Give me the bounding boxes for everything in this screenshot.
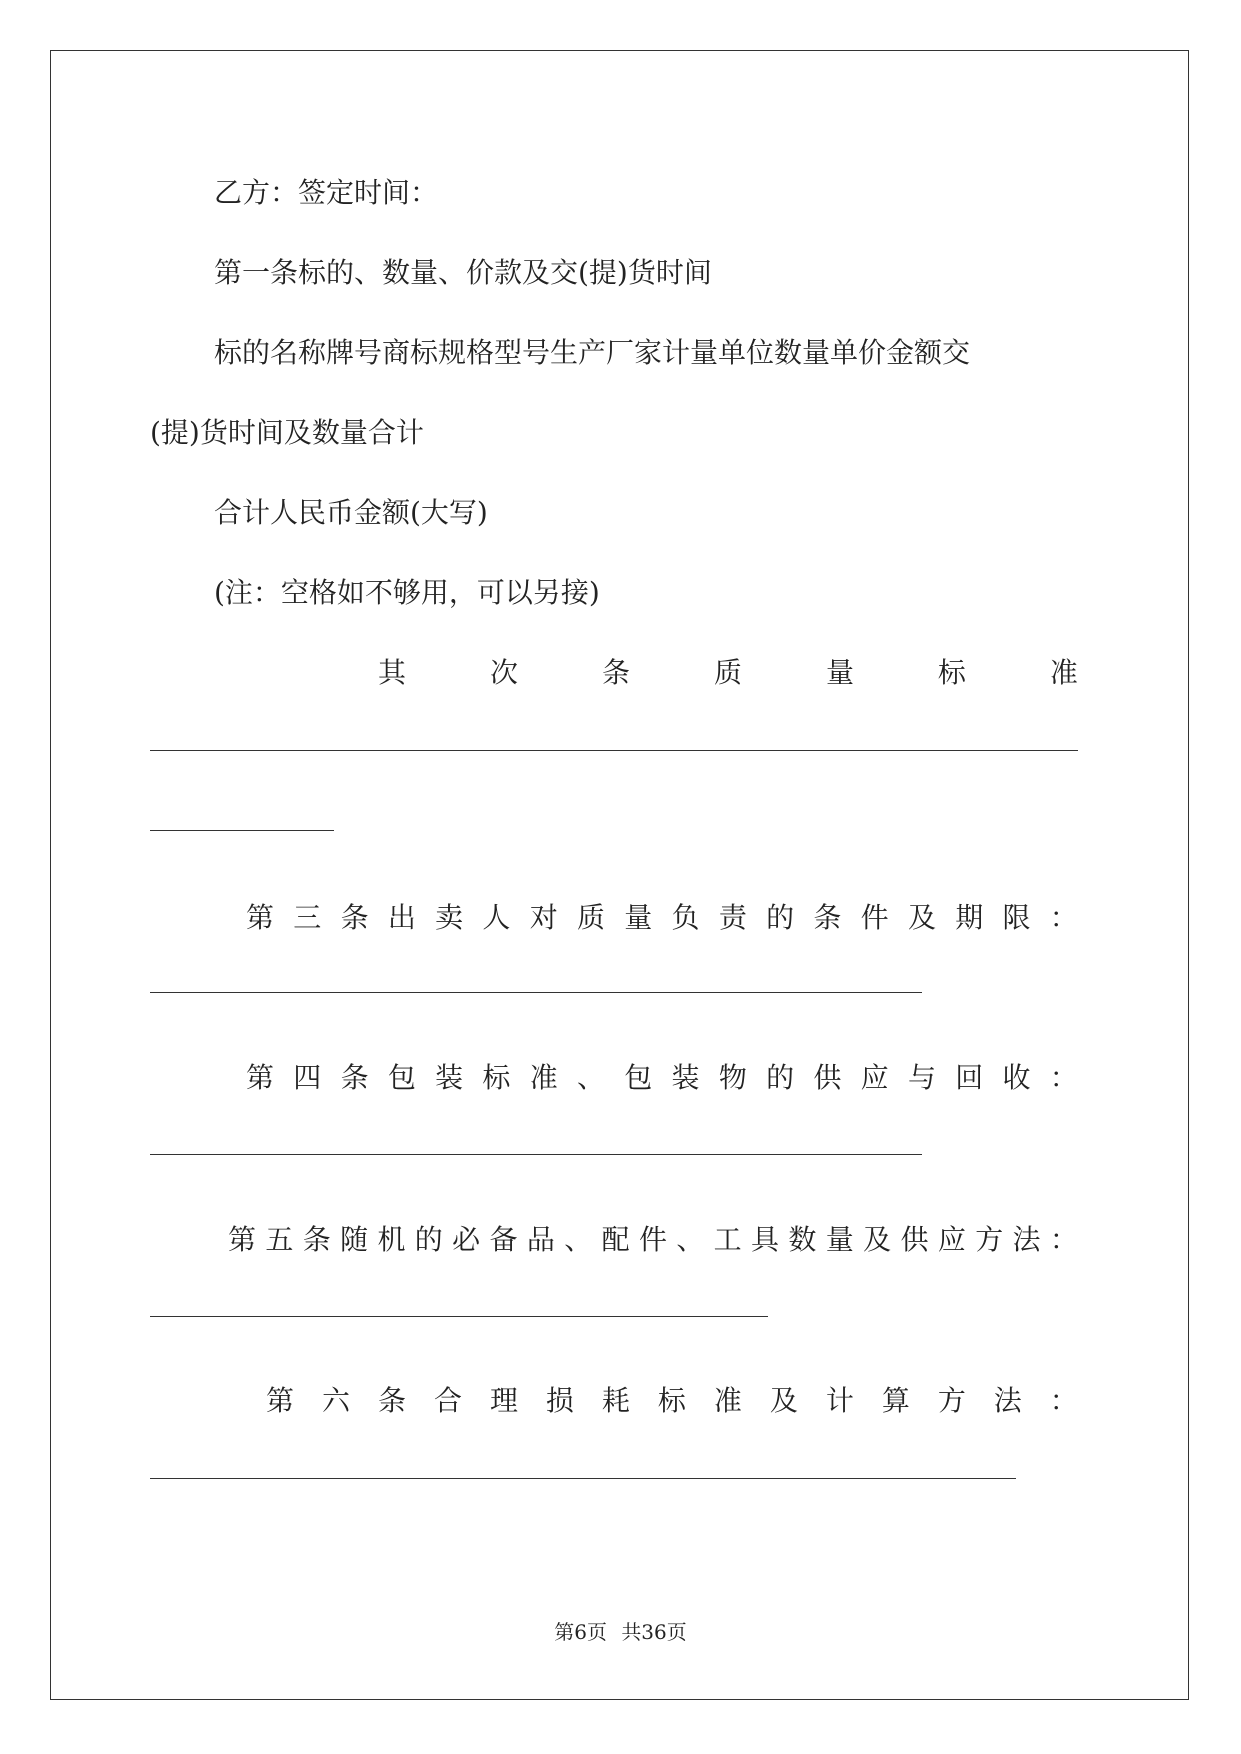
article-4-title [246,1060,1078,1096]
heading-char: 卖 [435,901,464,934]
heading-char: 标 [657,1384,686,1417]
heading-char: 量 [825,656,854,689]
page-footer [0,1620,1241,1644]
heading-char: 随 [340,1223,369,1256]
heading-char: ： [1049,901,1078,934]
heading-char: 人 [482,901,511,934]
heading-char: 收 [1002,1061,1031,1094]
heading-char: ： [1049,1061,1078,1094]
heading-char: 计 [825,1384,854,1417]
heading-char: 与 [907,1061,936,1094]
party-b-line: 乙方：签定时间： [214,176,439,209]
heading-char: 机 [377,1223,406,1256]
heading-char: 品 [526,1223,555,1256]
heading-char: 装 [435,1061,464,1094]
heading-char: 的 [414,1223,443,1256]
heading-char: 对 [529,901,558,934]
heading-char: 期 [955,901,984,934]
article-2-fill-line-2 [150,830,334,831]
heading-char: 次 [489,656,518,689]
heading-char: 其 [378,656,407,689]
heading-char: 回 [955,1061,984,1094]
article-4-fill-line [150,1154,922,1155]
heading-char: 量 [825,1223,854,1256]
article-2-fill-line-1 [150,750,1078,751]
heading-char: 、 [576,1061,605,1094]
heading-char: 责 [718,901,747,934]
heading-char: 件 [638,1223,667,1256]
heading-char: 应 [937,1223,966,1256]
article-5-title [228,1222,1078,1258]
page-number: 第6页 [554,1620,607,1644]
heading-char: 的 [766,901,795,934]
heading-char: ： [1049,1384,1078,1417]
heading-char: 第 [246,1061,275,1094]
heading-char: 的 [766,1061,795,1094]
article-3-title [246,900,1078,936]
heading-char: 准 [529,1061,558,1094]
heading-char: 量 [624,901,653,934]
heading-char: 及 [907,901,936,934]
heading-char: 法 [1012,1223,1041,1256]
page-border [50,50,1189,1700]
heading-char: 质 [713,656,742,689]
heading-char: 供 [900,1223,929,1256]
heading-char: 法 [993,1384,1022,1417]
heading-char: 包 [387,1061,416,1094]
heading-char: 条 [340,901,369,934]
article-6-title [266,1383,1078,1419]
heading-char: 合 [433,1384,462,1417]
heading-char: ： [1049,1223,1078,1256]
heading-char: 限 [1002,901,1031,934]
heading-char: 备 [489,1223,518,1256]
heading-char: 质 [576,901,605,934]
heading-char: 标 [482,1061,511,1094]
article-2-title [378,655,1078,691]
heading-char: 第 [246,901,275,934]
note-line: (注：空格如不够用，可以另接) [214,576,600,609]
article-1-title: 第一条标的、数量、价款及交(提)货时间 [214,256,712,289]
heading-char: 条 [813,901,842,934]
heading-char: 出 [387,901,416,934]
heading-char: 标 [937,656,966,689]
heading-char: 具 [751,1223,780,1256]
heading-char: 五 [265,1223,294,1256]
heading-char: 耗 [601,1384,630,1417]
heading-char: 方 [937,1384,966,1417]
heading-char: 物 [718,1061,747,1094]
heading-char: 条 [340,1061,369,1094]
heading-char: 应 [860,1061,889,1094]
heading-char: 及 [769,1384,798,1417]
heading-char: 理 [489,1384,518,1417]
article-6-fill-line [150,1478,1016,1479]
heading-char: 六 [321,1384,350,1417]
heading-char: 算 [881,1384,910,1417]
article-3-fill-line [150,992,922,993]
heading-char: 必 [452,1223,481,1256]
heading-char: 方 [975,1223,1004,1256]
heading-char: 、 [676,1223,705,1256]
heading-char: 数 [788,1223,817,1256]
heading-char: 条 [601,656,630,689]
heading-char: 件 [860,901,889,934]
heading-char: 供 [813,1061,842,1094]
total-rmb-line: 合计人民币金额(大写) [214,496,488,529]
heading-char: 损 [545,1384,574,1417]
heading-char: 第 [228,1223,257,1256]
heading-char: 条 [377,1384,406,1417]
heading-char: 第 [266,1384,295,1417]
heading-char: 负 [671,901,700,934]
article-5-fill-line [150,1316,768,1317]
heading-char: 工 [713,1223,742,1256]
heading-char: 包 [624,1061,653,1094]
heading-char: 装 [671,1061,700,1094]
total-pages: 共36页 [621,1620,687,1644]
heading-char: 准 [1049,656,1078,689]
heading-char: 准 [713,1384,742,1417]
table-header-line-2: (提)货时间及数量合计 [150,416,424,449]
heading-char: 三 [293,901,322,934]
heading-char: 条 [302,1223,331,1256]
table-header-line-1: 标的名称牌号商标规格型号生产厂家计量单位数量单价金额交 [214,336,971,369]
heading-char: 、 [564,1223,593,1256]
heading-char: 及 [863,1223,892,1256]
heading-char: 四 [293,1061,322,1094]
heading-char: 配 [601,1223,630,1256]
